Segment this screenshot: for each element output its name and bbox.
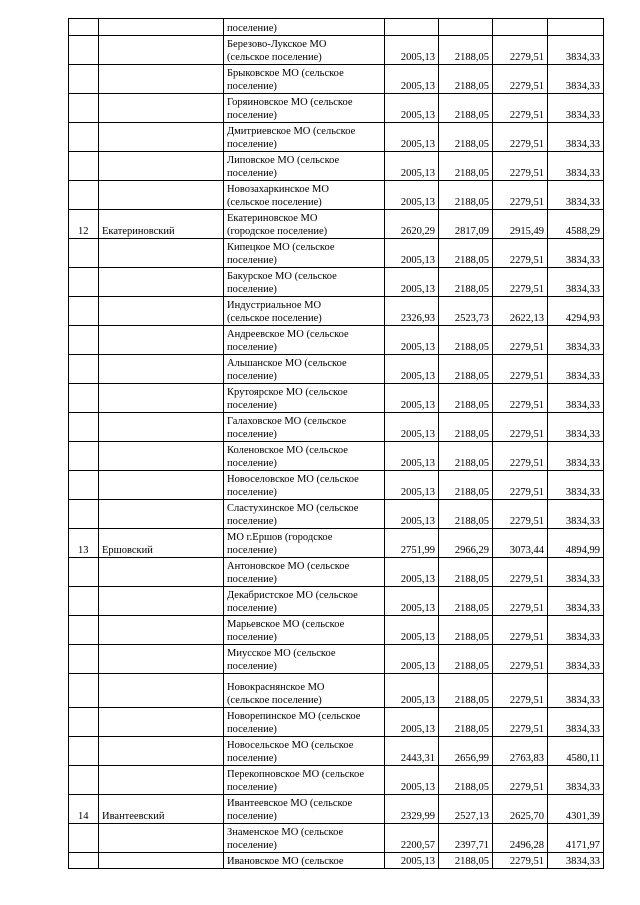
value-col-2: 2817,09 [439, 210, 493, 239]
municipality-name: Новосельское МО (сельское поселение) [224, 737, 385, 766]
municipality-name: Дмитриевское МО (сельское поселение) [224, 123, 385, 152]
value-col-2: 2188,05 [439, 674, 493, 708]
value-col-1: 2005,13 [385, 708, 439, 737]
municipality-name: МО г.Ершов (городское поселение) [224, 529, 385, 558]
table-row [69, 152, 604, 181]
municipality-name: Новокраснянское МО (сельское поселение) [224, 674, 385, 708]
row-number [69, 36, 99, 65]
value-col-4: 3834,33 [548, 123, 604, 152]
district-name [99, 824, 224, 853]
value-col-3: 2279,51 [493, 239, 548, 268]
value-col-1: 2620,29 [385, 210, 439, 239]
district-name [99, 645, 224, 674]
row-number [69, 65, 99, 94]
municipality-name: Ивановское МО (сельское [224, 853, 385, 869]
value-col-1: 2005,13 [385, 766, 439, 795]
value-col-3: 2279,51 [493, 65, 548, 94]
value-col-1: 2005,13 [385, 413, 439, 442]
value-col-3: 2279,51 [493, 36, 548, 65]
value-col-2: 2188,05 [439, 442, 493, 471]
value-col-1: 2005,13 [385, 355, 439, 384]
value-col-4: 3834,33 [548, 413, 604, 442]
value-col-2: 2656,99 [439, 737, 493, 766]
value-col-3 [493, 19, 548, 36]
table-row [69, 123, 604, 152]
district-name [99, 326, 224, 355]
district-name: Ершовский [99, 529, 224, 558]
municipality-name: Марьевское МО (сельское поселение) [224, 616, 385, 645]
municipality-name: Миусское МО (сельское поселение) [224, 645, 385, 674]
table-row [69, 529, 604, 558]
value-col-1: 2005,13 [385, 853, 439, 869]
value-col-4: 3834,33 [548, 94, 604, 123]
value-col-1: 2005,13 [385, 471, 439, 500]
table-row [69, 297, 604, 326]
row-number [69, 616, 99, 645]
value-col-2: 2188,05 [439, 36, 493, 65]
value-col-4: 4301,39 [548, 795, 604, 824]
table-row [69, 645, 604, 674]
value-col-4: 3834,33 [548, 645, 604, 674]
value-col-2: 2188,05 [439, 645, 493, 674]
row-number [69, 384, 99, 413]
municipality-name: Бакурское МО (сельское поселение) [224, 268, 385, 297]
value-col-4: 3834,33 [548, 500, 604, 529]
table-row [69, 94, 604, 123]
value-col-1: 2005,13 [385, 181, 439, 210]
municipality-name: Крутоярское МО (сельское поселение) [224, 384, 385, 413]
row-number [69, 355, 99, 384]
district-name [99, 152, 224, 181]
value-col-4: 3834,33 [548, 708, 604, 737]
value-col-3: 2279,51 [493, 853, 548, 869]
value-col-2: 2188,05 [439, 558, 493, 587]
value-col-2: 2527,13 [439, 795, 493, 824]
value-col-1: 2005,13 [385, 500, 439, 529]
district-name [99, 384, 224, 413]
value-col-3: 2279,51 [493, 384, 548, 413]
table-row [69, 413, 604, 442]
municipality-name: Екатериновское МО (городское поселение) [224, 210, 385, 239]
row-number [69, 471, 99, 500]
value-col-3: 2279,51 [493, 645, 548, 674]
district-name [99, 413, 224, 442]
table-body [69, 19, 604, 869]
municipality-name: Кипецкое МО (сельское поселение) [224, 239, 385, 268]
row-number [69, 268, 99, 297]
district-name [99, 616, 224, 645]
value-col-1: 2005,13 [385, 558, 439, 587]
value-col-2: 2188,05 [439, 268, 493, 297]
row-number [69, 708, 99, 737]
district-name [99, 297, 224, 326]
value-col-2: 2188,05 [439, 326, 493, 355]
value-col-3: 2279,51 [493, 123, 548, 152]
row-number [69, 500, 99, 529]
district-name [99, 36, 224, 65]
value-col-3: 2279,51 [493, 355, 548, 384]
value-col-1: 2005,13 [385, 616, 439, 645]
row-number [69, 442, 99, 471]
row-number [69, 824, 99, 853]
value-col-3: 2279,51 [493, 471, 548, 500]
district-name: Ивантеевский [99, 795, 224, 824]
value-col-2: 2188,05 [439, 152, 493, 181]
value-col-2: 2188,05 [439, 471, 493, 500]
value-col-1: 2005,13 [385, 65, 439, 94]
value-col-2: 2188,05 [439, 766, 493, 795]
district-name [99, 65, 224, 94]
value-col-1: 2005,13 [385, 94, 439, 123]
table-row [69, 708, 604, 737]
value-col-2: 2188,05 [439, 853, 493, 869]
value-col-1: 2329,99 [385, 795, 439, 824]
municipality-name: Новозахаркинское МО (сельское поселение) [224, 181, 385, 210]
district-name [99, 500, 224, 529]
row-number [69, 19, 99, 36]
table-row [69, 587, 604, 616]
value-col-1: 2005,13 [385, 152, 439, 181]
value-col-1: 2326,93 [385, 297, 439, 326]
value-col-1: 2005,13 [385, 442, 439, 471]
table-row [69, 737, 604, 766]
table-row [69, 210, 604, 239]
row-number [69, 853, 99, 869]
district-name [99, 471, 224, 500]
tariff-table [68, 18, 604, 869]
value-col-3: 2279,51 [493, 674, 548, 708]
municipality-name: Сластухинское МО (сельское поселение) [224, 500, 385, 529]
row-number [69, 587, 99, 616]
district-name [99, 558, 224, 587]
municipality-name: Антоновское МО (сельское поселение) [224, 558, 385, 587]
district-name [99, 355, 224, 384]
value-col-4: 4294,93 [548, 297, 604, 326]
value-col-1: 2751,99 [385, 529, 439, 558]
value-col-4: 4588,29 [548, 210, 604, 239]
value-col-2: 2188,05 [439, 500, 493, 529]
table-row [69, 558, 604, 587]
row-number [69, 94, 99, 123]
value-col-3: 2279,51 [493, 500, 548, 529]
table-row [69, 36, 604, 65]
value-col-3: 2279,51 [493, 558, 548, 587]
value-col-1: 2005,13 [385, 384, 439, 413]
table-row [69, 181, 604, 210]
municipality-name: Горяиновское МО (сельское поселение) [224, 94, 385, 123]
value-col-1: 2005,13 [385, 326, 439, 355]
value-col-3: 2279,51 [493, 616, 548, 645]
value-col-1: 2005,13 [385, 587, 439, 616]
value-col-4: 3834,33 [548, 239, 604, 268]
municipality-name: Березово-Лукское МО (сельское поселение) [224, 36, 385, 65]
value-col-4: 3834,33 [548, 442, 604, 471]
table-row [69, 500, 604, 529]
value-col-2: 2188,05 [439, 616, 493, 645]
table-row [69, 442, 604, 471]
value-col-2: 2188,05 [439, 413, 493, 442]
row-number [69, 152, 99, 181]
district-name: Екатериновский [99, 210, 224, 239]
table-row [69, 384, 604, 413]
table-row [69, 19, 604, 36]
row-number [69, 413, 99, 442]
value-col-3: 2915,49 [493, 210, 548, 239]
value-col-3: 2279,51 [493, 152, 548, 181]
district-name [99, 19, 224, 36]
value-col-3: 2279,51 [493, 587, 548, 616]
district-name [99, 766, 224, 795]
value-col-3: 2279,51 [493, 708, 548, 737]
district-name [99, 587, 224, 616]
municipality-name: Галаховское МО (сельское поселение) [224, 413, 385, 442]
value-col-4: 3834,33 [548, 853, 604, 869]
table-row [69, 853, 604, 869]
district-name [99, 708, 224, 737]
municipality-name: Липовское МО (сельское поселение) [224, 152, 385, 181]
row-number: 14 [69, 795, 99, 824]
row-number: 12 [69, 210, 99, 239]
table-row [69, 824, 604, 853]
value-col-2: 2523,73 [439, 297, 493, 326]
row-number [69, 326, 99, 355]
value-col-1 [385, 19, 439, 36]
district-name [99, 853, 224, 869]
value-col-4: 3834,33 [548, 674, 604, 708]
value-col-3: 2279,51 [493, 766, 548, 795]
municipality-name: Брыковское МО (сельское поселение) [224, 65, 385, 94]
table-row [69, 766, 604, 795]
row-number [69, 674, 99, 708]
value-col-2: 2397,71 [439, 824, 493, 853]
value-col-1: 2005,13 [385, 268, 439, 297]
value-col-4: 3834,33 [548, 471, 604, 500]
municipality-name: Декабристское МО (сельское поселение) [224, 587, 385, 616]
row-number [69, 645, 99, 674]
row-number [69, 737, 99, 766]
row-number [69, 766, 99, 795]
value-col-2: 2966,29 [439, 529, 493, 558]
value-col-2: 2188,05 [439, 94, 493, 123]
value-col-4: 3834,33 [548, 766, 604, 795]
value-col-3: 2279,51 [493, 413, 548, 442]
municipality-name: Индустриальное МО (сельское поселение) [224, 297, 385, 326]
district-name [99, 442, 224, 471]
value-col-2: 2188,05 [439, 384, 493, 413]
value-col-1: 2005,13 [385, 674, 439, 708]
district-name [99, 123, 224, 152]
table-row [69, 355, 604, 384]
value-col-1: 2005,13 [385, 123, 439, 152]
value-col-3: 2625,70 [493, 795, 548, 824]
table-row [69, 795, 604, 824]
value-col-3: 2496,28 [493, 824, 548, 853]
value-col-2: 2188,05 [439, 181, 493, 210]
value-col-4: 3834,33 [548, 268, 604, 297]
table-row [69, 268, 604, 297]
value-col-2: 2188,05 [439, 239, 493, 268]
value-col-4: 3834,33 [548, 355, 604, 384]
value-col-3: 2279,51 [493, 94, 548, 123]
row-number [69, 297, 99, 326]
value-col-4 [548, 19, 604, 36]
municipality-name: Альшанское МО (сельское поселение) [224, 355, 385, 384]
municipality-name: Коленовское МО (сельское поселение) [224, 442, 385, 471]
value-col-3: 3073,44 [493, 529, 548, 558]
value-col-4: 3834,33 [548, 384, 604, 413]
value-col-1: 2200,57 [385, 824, 439, 853]
value-col-3: 2279,51 [493, 268, 548, 297]
municipality-name: Знаменское МО (сельское поселение) [224, 824, 385, 853]
value-col-3: 2622,13 [493, 297, 548, 326]
municipality-name: Ивантеевское МО (сельское поселение) [224, 795, 385, 824]
municipality-name: Перекопновское МО (сельское поселение) [224, 766, 385, 795]
district-name [99, 737, 224, 766]
value-col-2 [439, 19, 493, 36]
value-col-4: 4580,11 [548, 737, 604, 766]
municipality-name: Новоселовское МО (сельское поселение) [224, 471, 385, 500]
row-number: 13 [69, 529, 99, 558]
value-col-4: 3834,33 [548, 587, 604, 616]
value-col-3: 2279,51 [493, 181, 548, 210]
value-col-2: 2188,05 [439, 123, 493, 152]
district-name [99, 94, 224, 123]
district-name [99, 674, 224, 708]
value-col-2: 2188,05 [439, 708, 493, 737]
district-name [99, 268, 224, 297]
table-row [69, 674, 604, 708]
value-col-4: 4171,97 [548, 824, 604, 853]
table-row [69, 65, 604, 94]
value-col-3: 2763,83 [493, 737, 548, 766]
value-col-4: 3834,33 [548, 616, 604, 645]
table-row [69, 471, 604, 500]
district-name [99, 181, 224, 210]
district-name [99, 239, 224, 268]
row-number [69, 123, 99, 152]
table-row [69, 239, 604, 268]
value-col-1: 2005,13 [385, 645, 439, 674]
value-col-2: 2188,05 [439, 65, 493, 94]
value-col-2: 2188,05 [439, 587, 493, 616]
table-row [69, 326, 604, 355]
row-number [69, 181, 99, 210]
value-col-4: 3834,33 [548, 181, 604, 210]
value-col-4: 3834,33 [548, 36, 604, 65]
value-col-3: 2279,51 [493, 442, 548, 471]
row-number [69, 239, 99, 268]
municipality-name: Андреевское МО (сельское поселение) [224, 326, 385, 355]
value-col-2: 2188,05 [439, 355, 493, 384]
municipality-name: поселение) [224, 19, 385, 36]
table-row [69, 616, 604, 645]
value-col-4: 3834,33 [548, 65, 604, 94]
value-col-4: 3834,33 [548, 152, 604, 181]
value-col-1: 2005,13 [385, 239, 439, 268]
municipality-name: Новорепинское МО (сельское поселение) [224, 708, 385, 737]
value-col-1: 2005,13 [385, 36, 439, 65]
value-col-1: 2443,31 [385, 737, 439, 766]
value-col-3: 2279,51 [493, 326, 548, 355]
row-number [69, 558, 99, 587]
value-col-4: 4894,99 [548, 529, 604, 558]
value-col-4: 3834,33 [548, 326, 604, 355]
value-col-4: 3834,33 [548, 558, 604, 587]
